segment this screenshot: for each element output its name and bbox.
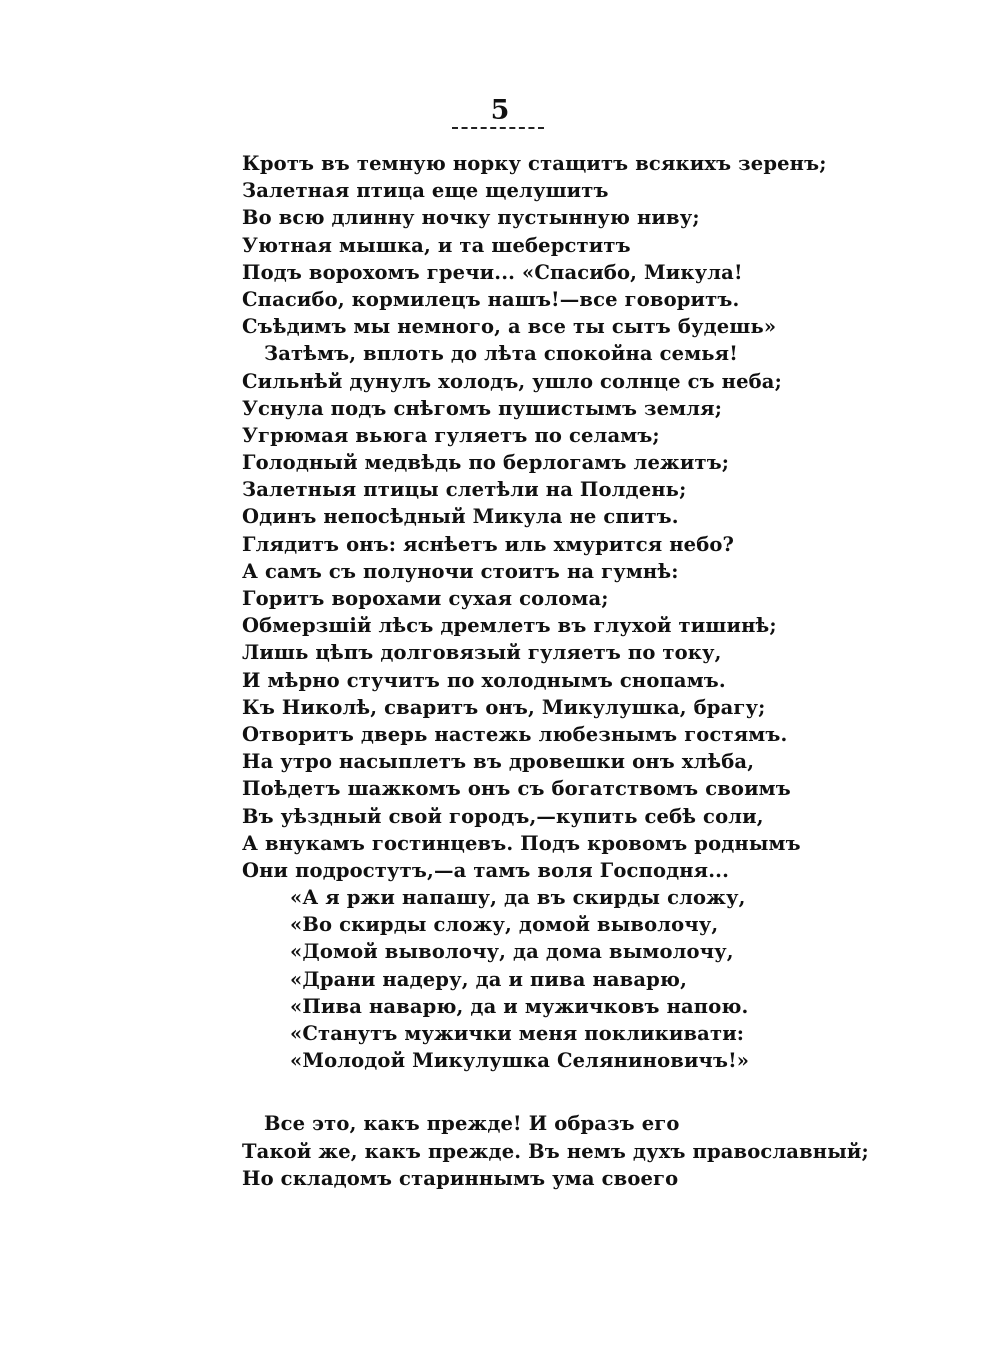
song-line: «А я ржи напашу, да въ скирды сложу, xyxy=(290,886,746,910)
verse-line: Залетная птица еще щелушитъ xyxy=(242,179,609,203)
song-stanza xyxy=(242,884,962,1074)
verse-line: А внукамъ гостинцевъ. Подъ кровомъ роднымъ xyxy=(242,831,801,855)
verse-line: Лишь цѣпъ долговязый гуляетъ по току, xyxy=(242,641,722,665)
verse-line: Такой же, какъ прежде. Въ немъ духъ православный; xyxy=(242,1139,869,1163)
verse-line: Подъ ворохомъ гречи... «Спасибо, Микула! xyxy=(242,260,743,284)
verse-line: Затѣмъ, вплоть до лѣта спокойна семья! xyxy=(264,342,738,366)
verse-line: Спасибо, кормилецъ нашъ!—все говоритъ. xyxy=(242,287,740,311)
stanza-2 xyxy=(242,340,962,884)
verse-line: Отворитъ дверь настежь любезнымъ гостямъ. xyxy=(242,722,788,746)
verse-line: Кротъ въ темную норку стащитъ всякихъ зеренъ; xyxy=(242,152,827,175)
song-line: «Во скирды сложу, домой выволочу, xyxy=(290,913,719,937)
verse-line: Уютная мышка, и та шеберститъ xyxy=(242,233,631,257)
stanza-gap xyxy=(242,1074,962,1110)
verse-line: Угрюмая вьюга гуляетъ по селамъ; xyxy=(242,423,660,447)
verse-line: На утро насыплетъ въ дровешки онъ хлѣба, xyxy=(242,750,755,774)
verse-line: И мѣрно стучитъ по холоднымъ снопамъ. xyxy=(242,668,726,692)
verse-line: Во всю длинну ночку пустынную ниву; xyxy=(242,206,700,230)
verse-line: Съѣдимъ мы немного, а все ты сытъ будешь» xyxy=(242,315,777,339)
verse-line: Залетныя птицы слетѣли на Полдень; xyxy=(242,478,687,502)
verse-line: Уснула подъ снѣгомъ пушистымъ земля; xyxy=(242,396,723,420)
song-line: «Молодой Микулушка Селяниновичъ!» xyxy=(290,1049,750,1073)
verse-line: Они подростутъ,—а тамъ воля Господня... xyxy=(242,858,730,882)
verse-line: Глядитъ онъ: яснѣетъ иль хмурится небо? xyxy=(242,532,735,556)
verse-line: А самъ съ полуночи стоитъ на гумнѣ: xyxy=(242,559,679,583)
verse-line: Къ Николѣ, сваритъ онъ, Микулушка, брагу; xyxy=(242,695,766,719)
verse-line: Но складомъ стариннымъ ума своего xyxy=(242,1166,679,1190)
verse-line: Все это, какъ прежде! И образъ его xyxy=(264,1112,680,1136)
song-line: «Домой выволочу, да дома вымолочу, xyxy=(290,940,734,964)
poem-text xyxy=(242,150,962,1192)
verse-line: Обмерзшій лѣсъ дремлетъ въ глухой тишинѣ; xyxy=(242,614,777,638)
verse-line: Въ уѣздный свой городъ,—купить себѣ соли, xyxy=(242,804,764,828)
verse-line: Поѣдетъ шажкомъ онъ съ богатствомъ своимъ xyxy=(242,777,791,801)
song-line: «Пива наварю, да и мужичковъ напою. xyxy=(290,994,749,1018)
stanza-1 xyxy=(242,150,962,340)
page-number-rule xyxy=(452,127,544,129)
song-line: «Драни надеру, да и пива наварю, xyxy=(290,967,688,991)
verse-line: Горитъ ворохами сухая солома; xyxy=(242,587,609,610)
verse-line: Одинъ непосѣдный Микула не спитъ. xyxy=(242,505,679,529)
song-line: «Станутъ мужички меня покликивати: xyxy=(290,1022,745,1045)
verse-line: Голодный медвѣдь по берлогамъ лежитъ; xyxy=(242,451,730,475)
page-number: 5 xyxy=(490,95,510,126)
outro-stanza xyxy=(242,1110,962,1192)
verse-line: Сильнѣй дунулъ холодъ, ушло солнце съ неба; xyxy=(242,369,782,393)
